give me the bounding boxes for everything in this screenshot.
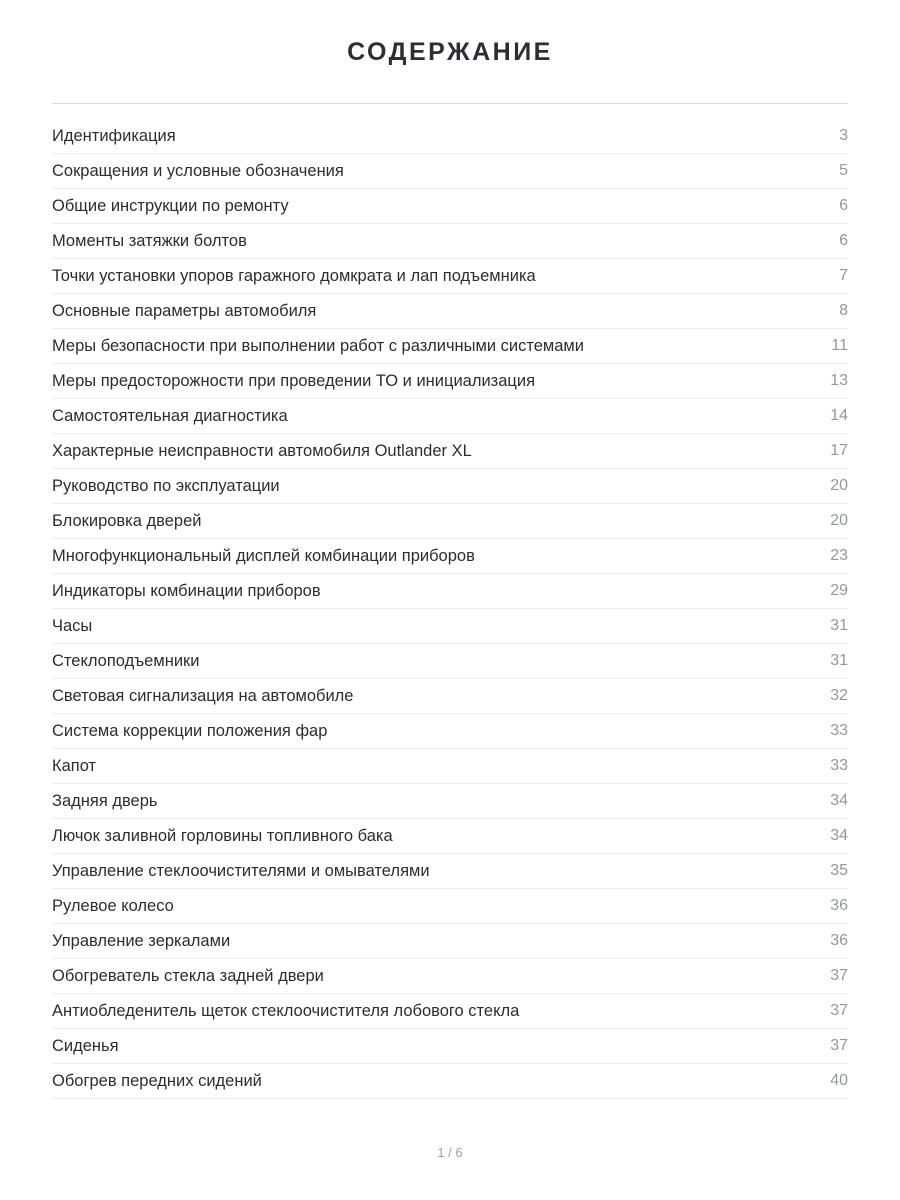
toc-entry-title: Капот [52, 756, 97, 775]
toc-entry-title: Блокировка дверей [52, 511, 202, 530]
toc-entry-page: 34 [830, 827, 848, 844]
toc-list [52, 119, 848, 1099]
toc-entry-page: 33 [830, 722, 848, 739]
toc-entry-title: Точки установки упоров гаражного домкрата и лап подъемника [52, 266, 536, 285]
toc-row[interactable] [52, 574, 848, 609]
toc-entry-page: 14 [830, 407, 848, 424]
toc-row[interactable] [52, 119, 848, 154]
toc-entry-page: 23 [830, 547, 848, 564]
toc-entry-page: 33 [830, 757, 848, 774]
toc-entry-title: Меры безопасности при выполнении работ с различными системами [52, 336, 584, 355]
toc-entry-page: 37 [830, 1037, 848, 1054]
toc-entry-title: Самостоятельная диагностика [52, 406, 288, 425]
toc-entry-title: Задняя дверь [52, 791, 158, 810]
toc-entry-page: 40 [830, 1072, 848, 1089]
toc-entry-page: 31 [830, 652, 848, 669]
page-title: СОДЕРЖАНИЕ [347, 38, 553, 66]
toc-entry-page: 34 [830, 792, 848, 809]
toc-entry-title: Часы [52, 616, 93, 635]
toc-entry-page: 32 [830, 687, 848, 704]
toc-entry-title: Индикаторы комбинации приборов [52, 581, 321, 600]
toc-entry-title: Обогрев передних сидений [52, 1071, 262, 1090]
title-divider [52, 103, 848, 104]
toc-entry-title: Управление стеклоочистителями и омывателями [52, 861, 430, 880]
toc-row[interactable] [52, 434, 848, 469]
toc-row[interactable] [52, 679, 848, 714]
toc-entry-title: Многофункциональный дисплей комбинации приборов [52, 546, 475, 565]
toc-entry-page: 11 [831, 337, 848, 354]
toc-entry-page: 36 [830, 897, 848, 914]
toc-entry-title: Обогреватель стекла задней двери [52, 966, 324, 985]
toc-row[interactable] [52, 469, 848, 504]
toc-entry-title: Световая сигнализация на автомобиле [52, 686, 354, 705]
toc-entry-title: Сокращения и условные обозначения [52, 161, 344, 180]
toc-entry-title: Лючок заливной горловины топливного бака [52, 826, 393, 845]
toc-entry-title: Основные параметры автомобиля [52, 301, 317, 320]
toc-entry-title: Руководство по эксплуатации [52, 476, 280, 495]
toc-row[interactable] [52, 609, 848, 644]
toc-entry-title: Рулевое колесо [52, 896, 174, 915]
toc-entry-title: Идентификация [52, 126, 176, 145]
toc-entry-page: 37 [830, 1002, 848, 1019]
toc-entry-page: 7 [839, 267, 848, 284]
toc-row[interactable] [52, 294, 848, 329]
toc-row[interactable] [52, 539, 848, 574]
toc-entry-page: 5 [839, 162, 848, 179]
toc-entry-page: 31 [830, 617, 848, 634]
toc-entry-title: Общие инструкции по ремонту [52, 196, 289, 215]
toc-entry-title: Управление зеркалами [52, 931, 231, 950]
toc-row[interactable] [52, 504, 848, 539]
toc-entry-title: Сиденья [52, 1036, 119, 1055]
toc-entry-title: Антиобледенитель щеток стеклоочистителя лобового стекла [52, 1001, 520, 1020]
toc-entry-page: 6 [839, 197, 848, 214]
toc-row[interactable] [52, 749, 848, 784]
toc-entry-page: 6 [839, 232, 848, 249]
toc-entry-page: 37 [830, 967, 848, 984]
toc-row[interactable] [52, 364, 848, 399]
toc-row[interactable] [52, 224, 848, 259]
toc-entry-page: 8 [839, 302, 848, 319]
toc-entry-page: 35 [830, 862, 848, 879]
toc-entry-page: 36 [830, 932, 848, 949]
toc-entry-title: Меры предосторожности при проведении ТО и инициализация [52, 371, 536, 390]
toc-entry-page: 13 [830, 372, 848, 389]
toc-row[interactable] [52, 644, 848, 679]
toc-row[interactable] [52, 259, 848, 294]
toc-row[interactable] [52, 714, 848, 749]
toc-entry-page: 20 [830, 512, 848, 529]
toc-entry-page: 3 [839, 127, 848, 144]
toc-row[interactable] [52, 819, 848, 854]
toc-row[interactable] [52, 1029, 848, 1064]
toc-row[interactable] [52, 994, 848, 1029]
page-indicator: 1 / 6 [437, 1145, 463, 1160]
toc-entry-title: Стеклоподъемники [52, 651, 200, 670]
toc-row[interactable] [52, 329, 848, 364]
toc-row[interactable] [52, 189, 848, 224]
toc-entry-title: Характерные неисправности автомобиля Outlander XL [52, 441, 472, 460]
toc-entry-page: 29 [830, 582, 848, 599]
toc-row[interactable] [52, 154, 848, 189]
toc-entry-title: Моменты затяжки болтов [52, 231, 247, 250]
toc-row[interactable] [52, 1064, 848, 1099]
toc-row[interactable] [52, 399, 848, 434]
toc-entry-page: 20 [830, 477, 848, 494]
toc-entry-title: Система коррекции положения фар [52, 721, 328, 740]
toc-row[interactable] [52, 854, 848, 889]
toc-row[interactable] [52, 889, 848, 924]
toc-row[interactable] [52, 959, 848, 994]
toc-row[interactable] [52, 924, 848, 959]
toc-entry-page: 17 [830, 442, 848, 459]
toc-row[interactable] [52, 784, 848, 819]
